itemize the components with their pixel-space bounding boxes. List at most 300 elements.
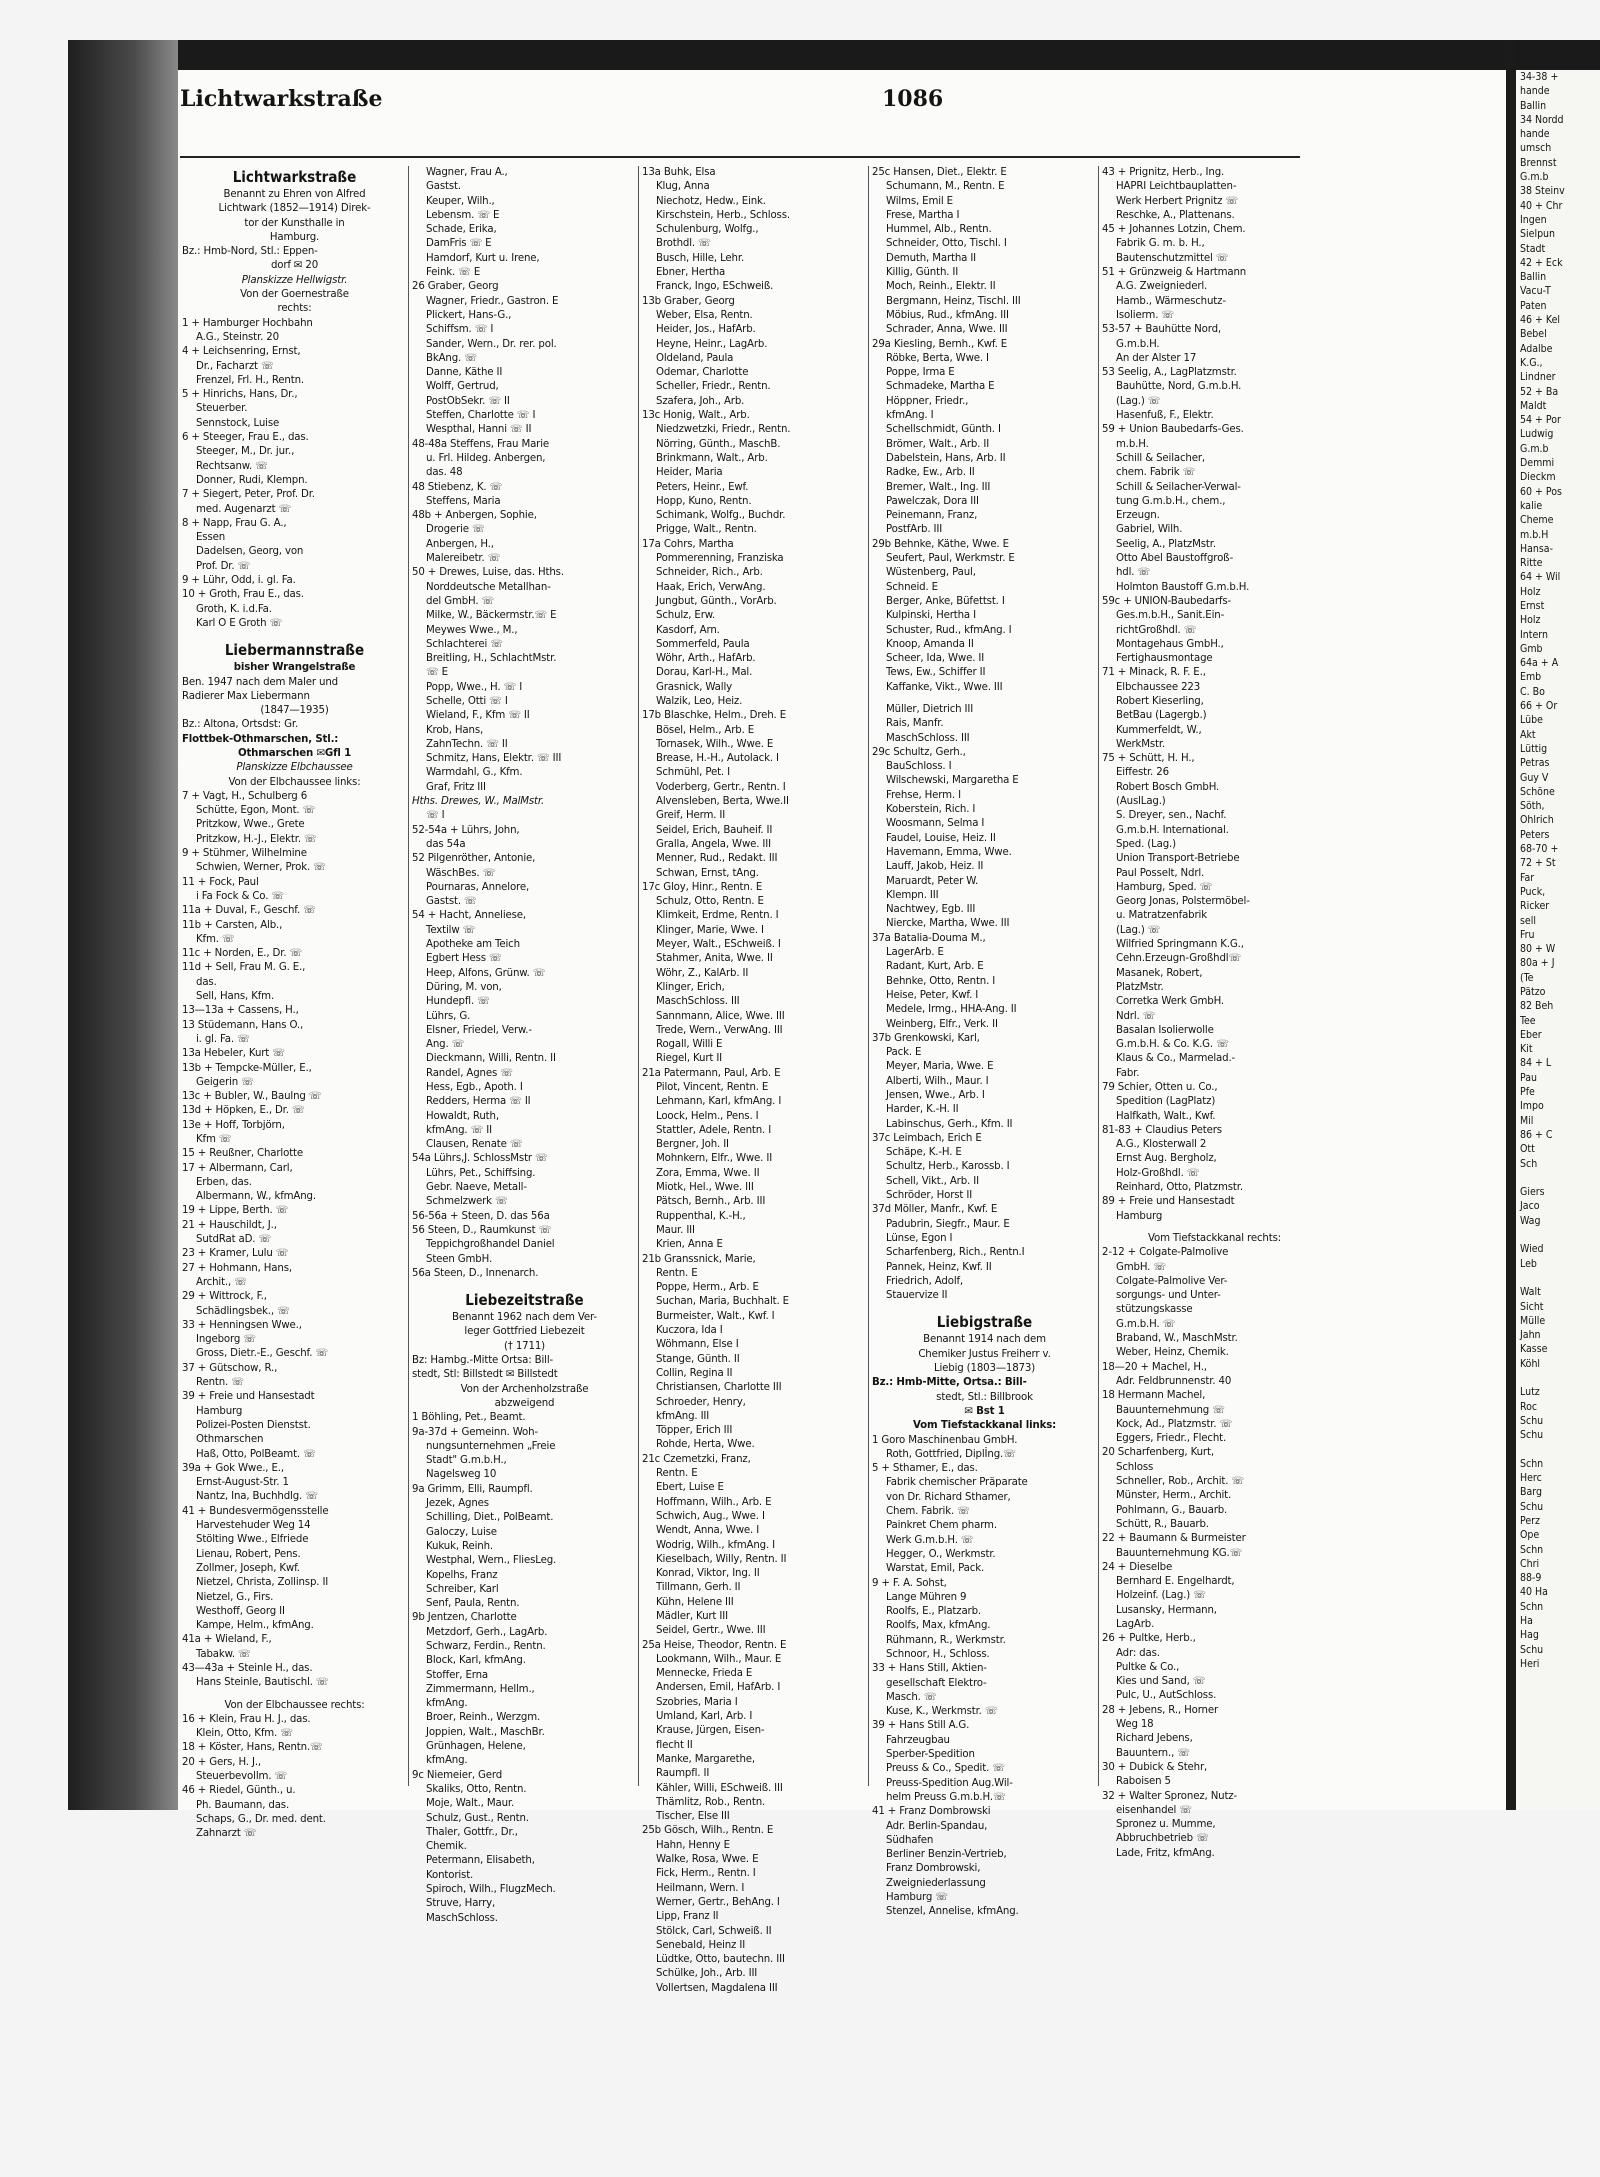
directory-entry-line: Essen (196, 532, 226, 544)
directory-entry-line: 48-48a Steffens, Frau Marie (412, 438, 550, 450)
adjacent-page-text: 34 Nordd (1520, 113, 1564, 126)
directory-entry-line: Voderberg, Gertr., Rentn. I (656, 781, 786, 793)
directory-entry-line: G.m.b.H. ☏ (1116, 1318, 1176, 1330)
directory-entry-line: 33 + Henningsen Wwe., (182, 1319, 302, 1331)
directory-entry-line: Schroeder, Henry, (656, 1396, 746, 1408)
directory-entry-line: 25a Heise, Theodor, Rentn. E (642, 1639, 787, 1651)
directory-entry-line (872, 1303, 1097, 1311)
directory-entry-line: Südhafen (886, 1834, 934, 1846)
directory-column-1 (182, 166, 407, 1840)
directory-entry-line: Friedrich, Adolf, (886, 1275, 964, 1287)
directory-entry-line: HAPRI Leichtbauplatten- (1116, 181, 1237, 193)
directory-entry-line: 56 Steen, D., Raumkunst ☏ (412, 1224, 552, 1236)
adjacent-page-text: Eber (1520, 1028, 1542, 1041)
directory-entry-line: 4 + Leichsenring, Ernst, (182, 346, 301, 358)
directory-entry-line: stedt, Stl: Billstedt ✉ Billstedt (412, 1369, 558, 1381)
directory-entry-line: Weber, Elsa, Rentn. (656, 309, 753, 321)
directory-entry-line: Pultke & Co., (1116, 1661, 1180, 1673)
directory-entry-line: Walzik, Leo, Heiz. (656, 695, 743, 707)
directory-entry-line: Reschke, A., Plattenans. (1116, 209, 1235, 221)
directory-entry-line: Schröder, Horst II (886, 1190, 973, 1202)
directory-entry-line: Jezek, Agnes (426, 1498, 489, 1510)
directory-entry-line: Thaler, Gottfr., Dr., (426, 1826, 518, 1838)
adjacent-page-text: umsch (1520, 142, 1552, 155)
directory-entry-line: LagerArb. E (886, 947, 944, 959)
directory-entry-line: Wespthal, Hanni ☏ II (426, 424, 532, 436)
directory-entry-line: Lange Mühren 9 (886, 1591, 967, 1603)
directory-entry-line: 71 + Minack, R. F. E., (1102, 667, 1206, 679)
directory-entry-line: Breitling, H., SchlachtMstr. (426, 653, 557, 665)
adjacent-page-text: 80a + J (1520, 957, 1555, 970)
directory-entry-line: Harvestehuder Weg 14 (196, 1520, 311, 1532)
directory-entry-line: Hamdorf, Kurt u. Irene, (426, 252, 540, 264)
directory-entry-line: 9 + F. A. Sohst, (872, 1577, 947, 1589)
directory-entry-line: 5 + Hinrichs, Hans, Dr., (182, 389, 298, 401)
directory-entry-line: Harder, K.-H. II (886, 1104, 959, 1116)
adjacent-page-text: Ballin (1520, 271, 1547, 284)
directory-entry-line: Heilmann, Wern. I (656, 1882, 745, 1894)
directory-column-3 (642, 166, 867, 1994)
directory-entry-line: Werner, Gertr., BehAng. I (656, 1896, 780, 1908)
directory-entry-line: Lookmann, Wilh., Maur. E (656, 1653, 782, 1665)
directory-entry-line: Höppner, Friedr., (886, 395, 969, 407)
directory-entry-line: 20 + Gers, H. J., (182, 1756, 261, 1768)
directory-entry-line: Schulz, Otto, Rentn. E (656, 896, 764, 908)
directory-entry-line: 41a + Wieland, F., (182, 1634, 272, 1646)
directory-entry-line: Kfm. ☏ (196, 933, 235, 945)
directory-entry-line: Ph. Baumann, das. (196, 1799, 290, 1811)
directory-entry-line: Heise, Peter, Kwf. I (886, 989, 979, 1001)
directory-entry-line: Stadt" G.m.b.H., (426, 1455, 507, 1467)
directory-entry-line: Schulz, Gust., Rentn. (426, 1812, 529, 1824)
adjacent-page-text: Lübe (1520, 714, 1543, 727)
directory-entry-line: 9c Niemeier, Gerd (412, 1769, 503, 1781)
directory-entry-line: Hamburg, Sped. ☏ (1116, 881, 1213, 893)
directory-entry-line: Weber, Heinz, Chemik. (1116, 1347, 1229, 1359)
directory-entry-line: Dabelstein, Hans, Arb. II (886, 452, 1006, 464)
directory-entry-line: Fick, Herm., Rentn. I (656, 1868, 756, 1880)
directory-entry-line: Wöhmann, Else I (656, 1339, 739, 1351)
directory-entry-line: Collin, Regina II (656, 1367, 733, 1379)
directory-entry-line: Pannek, Heinz, Kwf. II (886, 1261, 992, 1273)
adjacent-page-text: Demmi (1520, 457, 1555, 470)
directory-entry-line: Bösel, Helm., Arb. E (656, 724, 755, 736)
directory-entry-line: Rentn. ☏ (196, 1377, 244, 1389)
directory-entry-line: Tews, Ew., Schiffer II (886, 667, 986, 679)
directory-entry-line: Bremer, Walt., Ing. III (886, 481, 991, 493)
directory-entry-line: Ges.m.b.H., Sanit.Ein- (1116, 610, 1225, 622)
directory-entry-line: ☏ E (426, 667, 448, 679)
directory-entry-line: Kasdorf, Arn. (656, 624, 720, 636)
adjacent-page-text: Akt (1520, 728, 1536, 741)
directory-entry-line: 37a Batalia-Douma M., (872, 932, 986, 944)
directory-entry-line: Apotheke am Teich (426, 939, 520, 951)
directory-entry-line: Hans Steinle, Bautischl. ☏ (196, 1677, 329, 1689)
directory-entry-line: Hahn, Henny E (656, 1839, 730, 1851)
directory-entry-line: Haß, Otto, PolBeamt. ☏ (196, 1448, 316, 1460)
adjacent-page-text: Ha (1520, 1615, 1533, 1628)
directory-entry-line: Greif, Herm. II (656, 810, 726, 822)
directory-entry-line: Teppichgroßhandel Daniel (426, 1239, 555, 1251)
directory-entry-line: Padubrin, Siegfr., Maur. E (886, 1218, 1010, 1230)
directory-entry-line: Warstat, Emil, Pack. (886, 1563, 985, 1575)
directory-entry-line: Klempn. III (886, 889, 939, 901)
directory-entry-line: Schmelzwerk ☏ (426, 1196, 508, 1208)
directory-entry-line: Schmadeke, Martha E (886, 381, 995, 393)
directory-entry-line: Bauuntern., ☏ (1116, 1747, 1190, 1759)
directory-entry-line: 13a Hebeler, Kurt ☏ (182, 1048, 285, 1060)
directory-entry-line: Schreiber, Karl (426, 1583, 499, 1595)
adjacent-page-text: Petras (1520, 757, 1550, 770)
adjacent-page-text: Gmb (1520, 642, 1543, 655)
adjacent-page-text (1516, 1443, 1600, 1457)
directory-entry-line: Georg Jonas, Polstermöbel- (1116, 896, 1250, 908)
directory-entry-line: Knoop, Amanda II (886, 638, 974, 650)
directory-entry-line: Schülke, Joh., Arb. III (656, 1968, 758, 1980)
directory-entry-line: 10 + Groth, Frau E., das. (182, 589, 304, 601)
adjacent-page-text: Pau (1520, 1071, 1538, 1084)
adjacent-page-text: G.m.b (1520, 171, 1549, 184)
directory-entry-line: Faudel, Louise, Heiz. II (886, 832, 996, 844)
adjacent-page-text: Schn (1520, 1543, 1544, 1556)
directory-entry-line: Pilot, Vincent, Rentn. E (656, 1082, 769, 1093)
directory-entry-line: 13—13a + Cassens, H., (182, 1005, 299, 1017)
directory-entry-line: 26 Graber, Georg (412, 281, 499, 293)
directory-entry-line: Wilms, Emil E (886, 195, 953, 207)
adjacent-page-text: sell (1520, 914, 1536, 927)
directory-entry-line: Zora, Emma, Wwe. II (656, 1167, 760, 1179)
adjacent-page-text: 42 + Eck (1520, 256, 1563, 269)
directory-entry-line: Schell, Vikt., Arb. II (886, 1175, 979, 1187)
directory-entry-line: (AuslLag.) (1116, 796, 1166, 808)
directory-entry-line: Woosmann, Selma I (886, 818, 985, 830)
adjacent-page-text: hande (1520, 128, 1550, 141)
street-heading: Lichtwarkstraße (232, 168, 357, 186)
directory-entry-line: Holzeinf. (Lag.) ☏ (1116, 1590, 1206, 1602)
directory-entry-line: Elsner, Friedel, Verw.- (426, 1024, 532, 1036)
adjacent-page-text: Puck, (1520, 885, 1546, 898)
directory-entry-line: Hundepfl. ☏ (426, 996, 490, 1008)
directory-entry-line: BkAng. ☏ (426, 352, 477, 364)
directory-entry-line: 75 + Schütt, H. H., (1102, 753, 1195, 765)
directory-entry-line: Mennecke, Frieda E (656, 1668, 753, 1680)
page-number: 1086 (882, 86, 944, 112)
directory-entry-line: Pulc, U., AutSchloss. (1116, 1690, 1217, 1702)
directory-entry-line: Fertighausmontage (1116, 653, 1213, 665)
directory-entry-line: G.m.b.H. & Co. K.G. ☏ (1116, 1039, 1229, 1051)
directory-entry-line: 39 + Freie und Hansestadt (182, 1391, 315, 1403)
directory-entry-line: Schrader, Anna, Wwe. III (886, 324, 1008, 336)
adjacent-page-text: Ohlrich (1520, 814, 1554, 827)
directory-entry-line: Pournaras, Annelore, (426, 881, 530, 893)
adjacent-page-text: Lüttig (1520, 742, 1548, 755)
directory-entry-line: Anbergen, H., (426, 538, 494, 550)
directory-entry-line: 43 + Prignitz, Herb., Ing. (1102, 167, 1225, 178)
adjacent-page-fragment (1516, 40, 1600, 1810)
directory-entry-line: Schade, Erika, (426, 224, 497, 236)
adjacent-page-text: Walt (1520, 1286, 1541, 1299)
directory-entry-line: Tillmann, Gerh. II (656, 1582, 741, 1594)
adjacent-page-text: Chri (1520, 1557, 1540, 1570)
directory-entry-line: Norddeutsche Metallhan- (426, 581, 551, 593)
directory-entry-line: 53 Seelig, A., LagPlatzmstr. (1102, 367, 1237, 379)
directory-entry-line: Cehn.Erzeugn-Großhdl☏ (1116, 953, 1242, 965)
directory-entry-line: helm Preuss G.m.b.H.☏ (886, 1791, 1006, 1803)
directory-entry-line: Sander, Wern., Dr. rer. pol. (426, 338, 557, 350)
directory-entry-line: Alberti, Wilh., Maur. I (886, 1075, 989, 1087)
adjacent-page-text: Cheme (1520, 514, 1554, 527)
directory-entry-line: Pritzkow, Wwe., Grete (196, 819, 305, 831)
adjacent-page-text: 40 Ha (1520, 1586, 1548, 1599)
directory-entry-line: kfmAng. (426, 1755, 468, 1767)
directory-entry-line: Popp, Wwe., H. ☏ I (426, 681, 523, 693)
directory-entry-line: kfmAng. III (656, 1410, 710, 1422)
directory-entry-line: Wilfried Springmann K.G., (1116, 939, 1244, 951)
directory-entry-line: 52 Pilgenröther, Antonie, (412, 853, 536, 865)
adjacent-page-text: Mil (1520, 1114, 1534, 1127)
directory-entry-line: Sperber-Spedition (886, 1749, 975, 1761)
directory-entry-line: Von der Elbchaussee rechts: (224, 1699, 365, 1711)
directory-entry-line: Bergner, Joh. II (656, 1139, 729, 1151)
directory-entry-line: Poppe, Herm., Arb. E (656, 1282, 759, 1294)
directory-entry-line: Vom Tiefstackkanal links: (912, 1420, 1057, 1432)
directory-entry-line: Werk Herbert Prignitz ☏ (1116, 195, 1238, 207)
directory-entry-line: 23 + Kramer, Lulu ☏ (182, 1248, 289, 1260)
adjacent-page-text: Schu (1520, 1500, 1544, 1513)
directory-entry-line: 19 + Lippe, Berth. ☏ (182, 1205, 289, 1217)
directory-entry-line: Hamburg (1116, 1210, 1163, 1222)
directory-entry-line: Schill & Seilacher, (1116, 452, 1205, 464)
directory-entry-line: Ndrl. ☏ (1116, 1010, 1156, 1022)
adjacent-page-text: Perz (1520, 1514, 1540, 1527)
directory-entry-line: 37 + Gütschow, R., (182, 1362, 278, 1374)
directory-entry-line: Meyer, Maria, Wwe. E (886, 1061, 994, 1073)
directory-entry-line: Senf, Paula, Rentn. (426, 1598, 520, 1610)
directory-entry-line: das 54a (426, 838, 466, 850)
adjacent-page-text: (Te (1520, 971, 1534, 984)
directory-entry-line: Ebner, Hertha (656, 267, 726, 279)
directory-entry-line: 46 + Riedel, Günth., u. (182, 1785, 296, 1797)
adjacent-page-text: Dieckm (1520, 471, 1556, 484)
directory-entry-line: Kukuk, Reinh. (426, 1540, 493, 1552)
directory-entry-line: Erben, das. (196, 1176, 252, 1188)
directory-entry-line: 21 + Hauschildt, J., (182, 1219, 277, 1231)
directory-entry-line: Berger, Anke, Büfettst. I (886, 595, 1005, 607)
directory-entry-line: Rohde, Herta, Wwe. (656, 1439, 755, 1451)
directory-entry-line: PostfArb. III (886, 524, 943, 536)
adjacent-page-text: Ritte (1520, 557, 1543, 570)
adjacent-page-text: 38 Steinv (1520, 185, 1565, 198)
adjacent-page-text: m.b.H (1520, 528, 1549, 541)
directory-entry-line: Jungbut, Günth., VorArb. (656, 595, 777, 607)
directory-entry-line: BetBau (Lagergb.) (1116, 710, 1207, 722)
directory-entry-line: Plickert, Hans-G., (426, 309, 512, 321)
adjacent-page-text: Köhl (1520, 1357, 1541, 1370)
directory-entry-line: Kies und Sand, ☏ (1116, 1676, 1206, 1688)
directory-entry-line: Lünse, Egon I (886, 1232, 953, 1244)
directory-entry-line: Lade, Fritz, kfmAng. (1116, 1847, 1215, 1859)
directory-entry-line: Kontorist. (426, 1869, 474, 1881)
header-rule (180, 156, 1300, 158)
directory-entry-line: Steuerbevollm. ☏ (196, 1771, 288, 1783)
directory-entry-line: 17b Blaschke, Helm., Dreh. E (642, 710, 787, 722)
directory-entry-line: 25b Gösch, Wilh., Rentn. E (642, 1825, 774, 1837)
directory-entry-line: Preuss-Spedition Aug.Wil- (886, 1777, 1013, 1789)
directory-entry-line: Hess, Egb., Apoth. I (426, 1082, 523, 1093)
directory-entry-line: Schilling, Diet., PolBeamt. (426, 1512, 554, 1524)
adjacent-page-text: Sicht (1520, 1300, 1544, 1313)
directory-entry-line: Benannt zu Ehren von Alfred (223, 189, 366, 200)
directory-entry-line: Mädler, Kurt III (656, 1610, 728, 1622)
adjacent-page-text: hande (1520, 85, 1550, 98)
directory-entry-line: Rogall, Willi E (656, 1039, 723, 1051)
directory-entry-line: Odemar, Charlotte (656, 367, 749, 379)
directory-entry-line: Burmeister, Walt., Kwf. I (656, 1310, 775, 1322)
adjacent-page-text: Bebel (1520, 328, 1547, 341)
directory-entry-line: stützungskasse (1116, 1304, 1193, 1316)
adjacent-page-text: 72 + St (1520, 857, 1556, 870)
directory-entry-line: Colgate-Palmolive Ver- (1116, 1275, 1228, 1287)
adjacent-page-text (1516, 1228, 1600, 1242)
directory-entry-line: Mohnkern, Elfr., Wwe. II (656, 1153, 773, 1165)
directory-entry-line: Rühmann, R., Werkmstr. (886, 1634, 1006, 1646)
directory-entry-line: Raumpfl. II (656, 1768, 710, 1780)
directory-entry-line: 43—43a + Steinle H., das. (182, 1662, 313, 1674)
directory-entry-line: 33 + Hans Still, Aktien- (872, 1663, 987, 1675)
directory-entry-line: 21b Granssnick, Marie, (642, 1253, 756, 1265)
directory-entry-line: 13c + Bubler, W., Baulng ☏ (182, 1091, 322, 1103)
directory-entry-line: Redders, Herma ☏ II (426, 1096, 531, 1108)
directory-entry-line: 37b Grenkowski, Karl, (872, 1032, 980, 1044)
directory-entry-line: Heider, Jos., HafArb. (656, 324, 756, 336)
adjacent-page-text: 86 + C (1520, 1128, 1553, 1141)
directory-entry-line: Gastst. (426, 181, 461, 193)
directory-entry-line: Kuczora, Ida I (656, 1325, 723, 1337)
directory-entry-line: Schneider, Rich., Arb. (656, 567, 763, 579)
directory-entry-line: 11 + Fock, Paul (182, 876, 259, 888)
directory-entry-line: Milke, W., Bäckermstr.☏ E (426, 610, 557, 622)
directory-entry-line: 11b + Carsten, Alb., (182, 919, 283, 931)
directory-entry-line: 79 Schier, Otten u. Co., (1102, 1082, 1218, 1093)
directory-entry-line: Elbchaussee 223 (1116, 681, 1201, 693)
directory-entry-line: kfmAng. (426, 1698, 468, 1710)
directory-entry-line: Hummel, Alb., Rentn. (886, 224, 992, 236)
directory-entry-line: Scharfenberg, Rich., Rentn.I (886, 1247, 1025, 1259)
directory-entry-line: tung G.m.b.H., chem., (1116, 495, 1226, 507)
directory-entry-line: Rentn. E (656, 1267, 698, 1279)
directory-entry-line: Bergmann, Heinz, Tischl. III (886, 295, 1021, 307)
directory-entry-line: Archit., ☏ (196, 1276, 247, 1288)
directory-entry-line: Liebig (1803—1873) (933, 1363, 1036, 1375)
adjacent-page-text (1516, 1171, 1600, 1185)
adjacent-page-text: Far (1520, 871, 1535, 884)
column-divider (408, 166, 409, 1786)
directory-entry-line: Weg 18 (1116, 1719, 1154, 1731)
directory-entry-line: Seidel, Gertr., Wwe. III (656, 1625, 766, 1637)
adjacent-page-text: Intern (1520, 628, 1548, 641)
directory-entry-line: Von der Archenholzstraße (460, 1383, 589, 1395)
adjacent-page-text: 40 + Chr (1520, 199, 1563, 212)
directory-entry-line: Flottbek-Othmarschen, Stl.: (182, 733, 339, 745)
directory-entry-line: 26 + Pultke, Herb., (1102, 1633, 1196, 1645)
directory-entry-line: Holmton Baustoff G.m.b.H. (1116, 581, 1250, 593)
directory-entry-line: Thämlitz, Rob., Rentn. (656, 1796, 766, 1808)
directory-entry-line: BauSchloss. I (886, 761, 952, 773)
book-binding-left (68, 40, 178, 1810)
directory-entry-line: leger Gottfried Liebezeit (464, 1326, 585, 1338)
directory-entry-line: Klinger, Erich, (656, 981, 725, 993)
directory-entry-line: Stauervize II (886, 1290, 948, 1302)
adjacent-page-text: Pätzo (1520, 986, 1546, 998)
directory-entry-line: Bautenschutzmittel ☏ (1116, 252, 1229, 264)
directory-entry-line: Schwich, Aug., Wwe. I (656, 1510, 765, 1522)
directory-entry-line: Röbke, Berta, Wwe. I (886, 352, 989, 364)
directory-entry-line: Hamburg ☏ (886, 1892, 948, 1904)
directory-entry-line: Fabrik G. m. b. H., (1116, 238, 1205, 250)
directory-entry-line: Schäpe, K.-H. E (886, 1147, 962, 1159)
adjacent-page-text: Sch (1520, 1157, 1538, 1170)
directory-entry-line: Bauunternehmung KG.☏ (1116, 1547, 1243, 1559)
directory-entry-line: Krob, Hans, (426, 724, 484, 736)
directory-entry-line: Moje, Walt., Maur. (426, 1798, 515, 1810)
directory-entry-line: Scheer, Ida, Wwe. II (886, 653, 985, 665)
adjacent-page-text: Schöne (1520, 785, 1555, 798)
directory-entry-line: Westhoff, Georg II (196, 1605, 285, 1617)
directory-entry-line: MaschSchloss. (426, 1912, 498, 1924)
directory-entry-line: LagArb. (1116, 1618, 1155, 1630)
directory-entry-line: kfmAng. ☏ II (426, 1124, 492, 1136)
directory-entry-line: Hamburg. (269, 231, 320, 243)
adjacent-page-text: 66 + Or (1520, 700, 1558, 713)
directory-entry-line: Maruardt, Peter W. (886, 875, 979, 887)
directory-entry-line: Fabrik chemischer Präparate (886, 1477, 1028, 1489)
directory-entry-line: 11c + Norden, E., Dr. ☏ (182, 948, 303, 960)
directory-entry-line: 29a Kiesling, Bernh., Kwf. E (872, 338, 1008, 350)
directory-entry-line: († 1711) (503, 1340, 545, 1352)
directory-entry-line: Geigerin ☏ (196, 1076, 254, 1088)
adjacent-page-text: Jaco (1520, 1200, 1540, 1213)
directory-entry-line: Keuper, Wilh., (426, 195, 495, 207)
directory-entry-line: 54a Lührs,J. SchlossMstr ☏ (412, 1153, 548, 1165)
directory-entry-line: Schloss (1116, 1461, 1154, 1473)
adjacent-page-text (1516, 1371, 1600, 1385)
directory-entry-line: Klimkeit, Erdme, Rentn. I (656, 910, 779, 922)
directory-entry-line: Benannt 1914 nach dem (923, 1334, 1046, 1346)
directory-entry-line: Kuse, K., Werkmstr. ☏ (886, 1706, 998, 1718)
directory-entry-line: Senebald, Heinz II (656, 1939, 746, 1951)
directory-entry-line: G.m.b.H. (1116, 338, 1160, 350)
directory-entry-line: Erzeugn. (1116, 510, 1160, 522)
directory-entry-line: Otto Abel Baustoffgroß- (1116, 553, 1234, 565)
directory-entry-line: Hasenfuß, F., Elektr. (1116, 410, 1214, 422)
directory-entry-line: 9a Grimm, Elli, Raumpfl. (412, 1483, 533, 1495)
directory-entry-line: Brömer, Walt., Arb. II (886, 438, 990, 450)
directory-entry-line: nungsunternehmen „Freie (426, 1440, 556, 1452)
directory-entry-line: Behnke, Otto, Rentn. I (886, 975, 996, 987)
directory-entry-line: abzweigend (494, 1397, 555, 1409)
directory-entry-line: Wüstenberg, Paul, (886, 567, 976, 579)
adjacent-page-text: Ott (1520, 1143, 1535, 1156)
directory-entry-line: Kock, Ad., Platzmstr. ☏ (1116, 1418, 1233, 1430)
directory-entry-line: Peinemann, Franz, (886, 510, 978, 522)
directory-entry-line: tor der Kunsthalle in (244, 217, 345, 229)
directory-entry-line: Bz.: Hmb-Mitte, Ortsa.: Bill- (872, 1377, 1027, 1389)
directory-entry-line: 11d + Sell, Frau M. G. E., (182, 962, 306, 974)
directory-entry-line: Szafera, Joh., Arb. (656, 395, 745, 407)
directory-entry-line: Pohlmann, G., Bauarb. (1116, 1504, 1228, 1516)
directory-entry-line: Sannmann, Alice, Wwe. III (656, 1010, 785, 1022)
directory-entry-line: Lienau, Robert, Pens. (196, 1548, 301, 1560)
